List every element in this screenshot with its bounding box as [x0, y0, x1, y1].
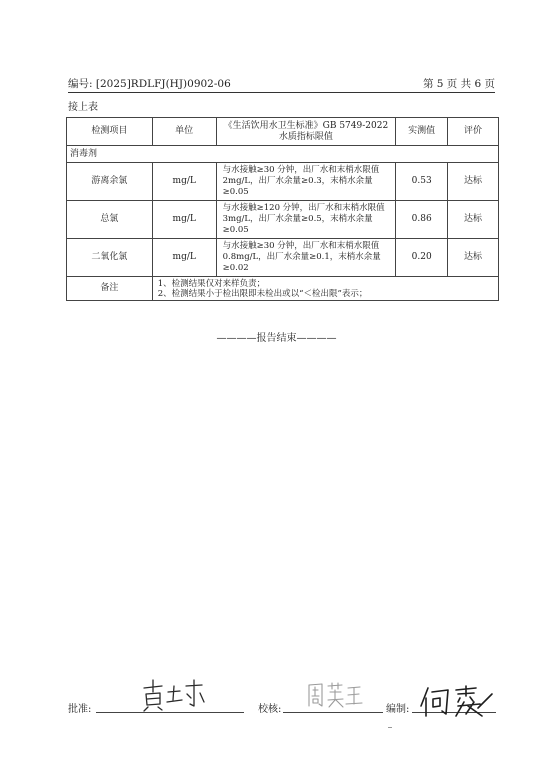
report-header — [68, 78, 495, 93]
table-row — [67, 201, 499, 239]
report-end-marker: ————报告结束———— — [216, 333, 337, 344]
header-value: 实测值 — [396, 118, 448, 146]
category-row — [67, 146, 499, 163]
item-limit: 与水接触≥120 分钟，出厂水和末梢水限值 3mg/L，出厂水余量≥0.5，末梢水余量≥0.05 — [216, 201, 396, 239]
table-header-row — [67, 118, 499, 146]
scan-mark — [388, 727, 392, 728]
item-value: 0.53 — [396, 163, 448, 201]
item-limit: 与水接触≥30 分钟，出厂水和末梢水限值 2mg/L，出厂水余量≥0.3，末梢水余量≥0.05 — [216, 163, 396, 201]
review-signature-line — [283, 712, 383, 713]
page-info: 第 5 页 共 6 页 — [422, 78, 495, 90]
reviewer-signature — [306, 680, 364, 710]
remarks-content — [152, 277, 498, 301]
remarks-row — [67, 277, 499, 301]
category-label: 消毒剂 — [67, 146, 499, 163]
remark-line: 2、检测结果小于检出限即未检出或以“＜检出限”表示； — [157, 288, 368, 299]
item-result: 达标 — [448, 163, 499, 201]
item-unit: mg/L — [152, 201, 216, 239]
header-limit: 《生活饮用水卫生标准》GB 5749-2022 水质指标限值 — [216, 118, 396, 146]
header-result: 评价 — [448, 118, 499, 146]
item-result: 达标 — [448, 239, 499, 277]
header-item: 检测项目 — [67, 118, 153, 146]
item-name: 二氧化氯 — [67, 239, 153, 277]
item-unit: mg/L — [152, 163, 216, 201]
item-name: 游离余氯 — [67, 163, 153, 201]
item-value: 0.86 — [396, 201, 448, 239]
item-result: 达标 — [448, 201, 499, 239]
header-unit: 单位 — [152, 118, 216, 146]
remark-line: 1、检测结果仅对来样负责； — [157, 278, 266, 289]
report-number: 编号: [2025]RDLFJ(HJ)0902-06 — [68, 78, 231, 90]
item-limit: 与水接触≥30 分钟，出厂水和末梢水限值 0.8mg/L，出厂水余量≥0.1，末梢水余量≥0.02 — [216, 239, 396, 277]
approve-signature-line — [96, 712, 244, 713]
table-row — [67, 163, 499, 201]
remarks-label: 备注 — [67, 277, 153, 301]
approve-label: 批准: — [68, 704, 92, 715]
compiler-signature — [418, 684, 498, 718]
review-label: 校核: — [258, 704, 282, 715]
compile-label: 编制: — [386, 704, 410, 715]
approver-signature — [140, 676, 210, 712]
results-table — [66, 117, 499, 301]
table-row — [67, 239, 499, 277]
item-value: 0.20 — [396, 239, 448, 277]
continued-label: 接上表 — [68, 102, 98, 113]
item-name: 总氯 — [67, 201, 153, 239]
item-unit: mg/L — [152, 239, 216, 277]
